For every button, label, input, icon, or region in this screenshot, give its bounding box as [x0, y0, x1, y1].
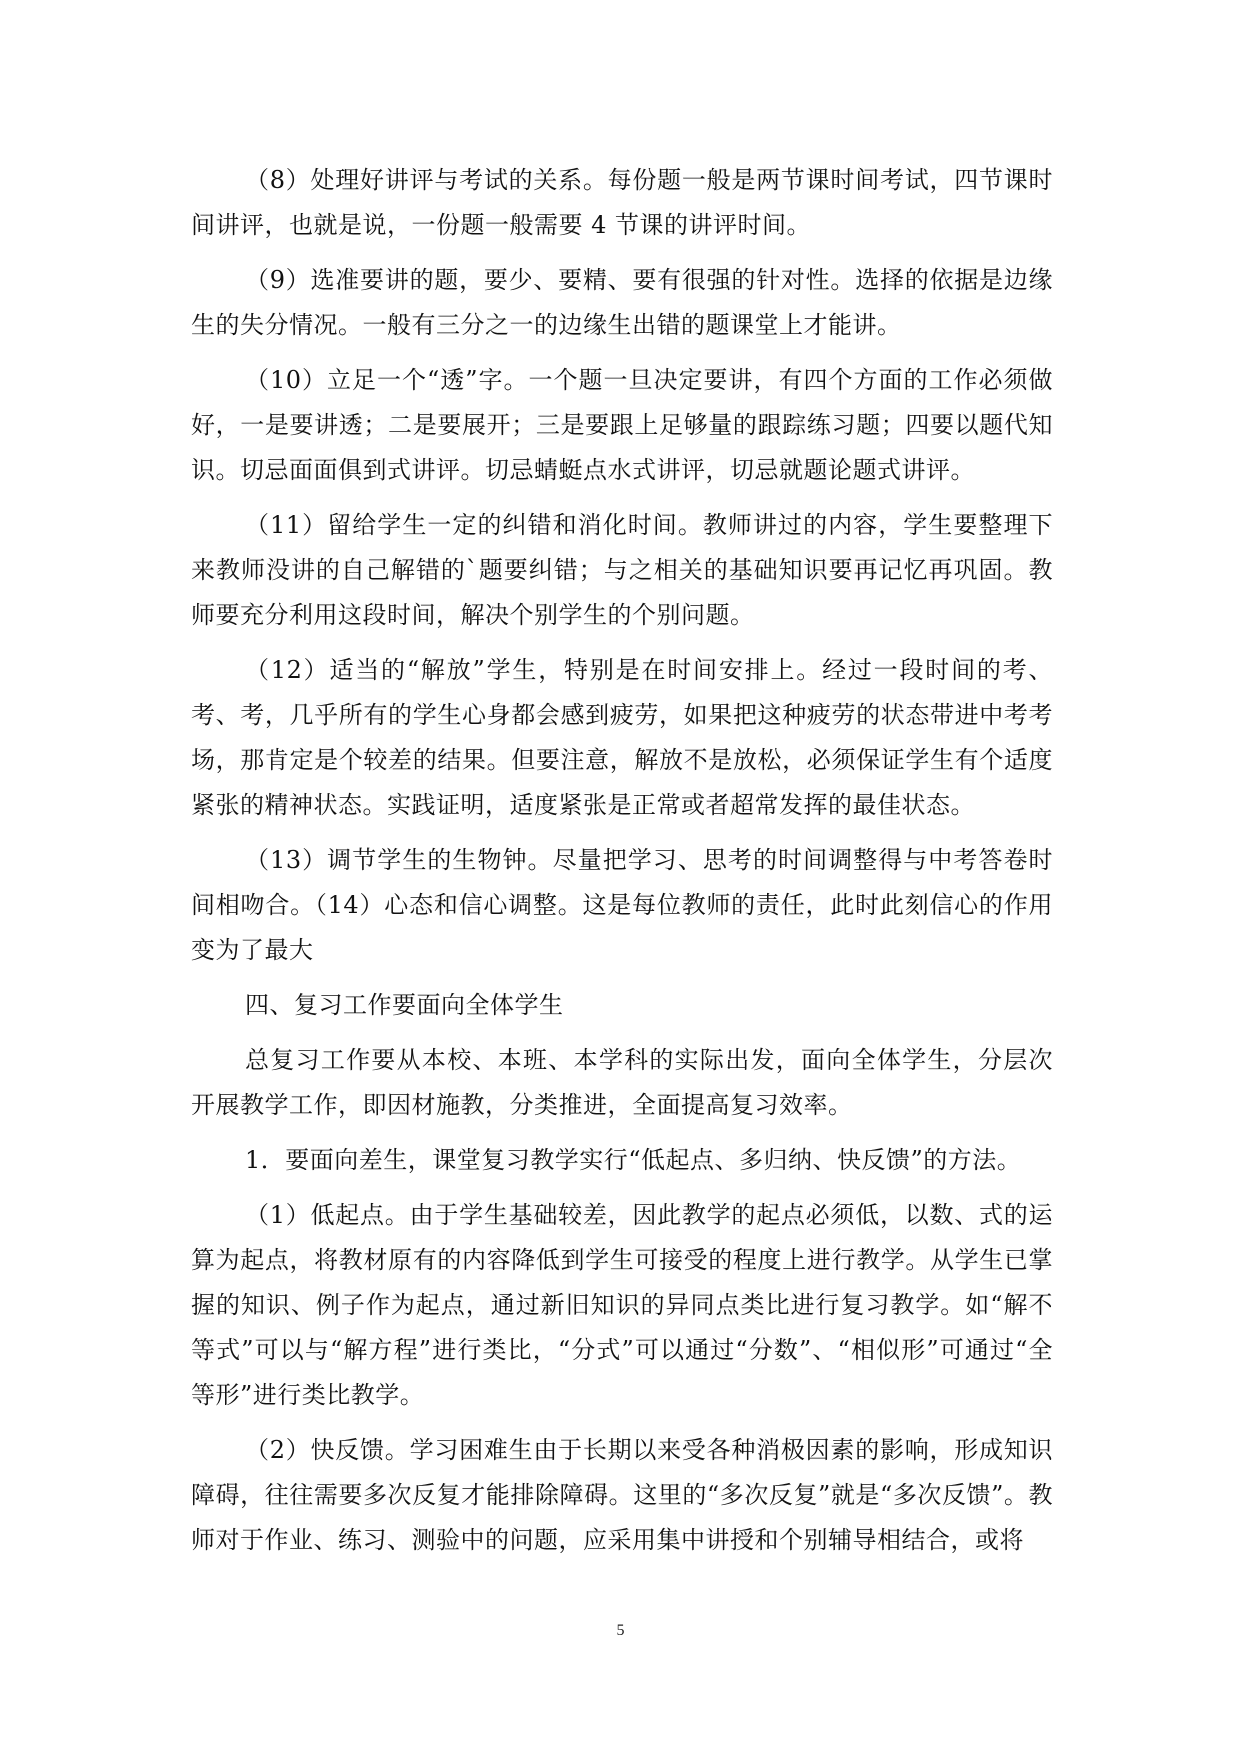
- paragraph-11: （11）留给学生一定的纠错和消化时间。教师讲过的内容，学生要整理下来教师没讲的自己解错的`题要纠错；与之相关的基础知识要再记忆再巩固。教师要充分利用这段时间，解决个别学生的个别问题。: [191, 511, 1053, 629]
- paragraph-8: （8）处理好讲评与考试的关系。每份题一般是两节课时间考试，四节课时间讲评，也就是说，一份题一般需要 4 节课的讲评时间。: [191, 166, 1053, 239]
- paragraph-low-start: （1）低起点。由于学生基础较差，因此教学的起点必须低，以数、式的运算为起点，将教材原有的内容降低到学生可接受的程度上进行教学。从学生已掌握的知识、例子作为起点，通过新旧知识的异同点类比进行复习教学。如“解不等式”可以与“解方程”进行类比，“分式”可以通过“分数”、“相似形”可通过“全等形”进行类比教学。: [191, 1201, 1053, 1409]
- paragraph-9: （9）选准要讲的题，要少、要精、要有很强的针对性。选择的依据是边缘生的失分情况。一般有三分之一的边缘生出错的题课堂上才能讲。: [191, 266, 1053, 339]
- paragraph-13: （13）调节学生的生物钟。尽量把学习、思考的时间调整得与中考答卷时间相吻合。（14）心态和信心调整。这是每位教师的责任，此时此刻信心的作用变为了最大: [191, 846, 1053, 964]
- paragraph-fast-feedback: （2）快反馈。学习困难生由于长期以来受各种消极因素的影响，形成知识障碍，往往需要多次反复才能排除障碍。这里的“多次反复”就是“多次反馈”。教师对于作业、练习、测验中的问题，应采用集中讲授和个别辅导相结合，或将: [191, 1436, 1053, 1554]
- paragraph-10: （10）立足一个“透”字。一个题一旦决定要讲，有四个方面的工作必须做好，一是要讲透；二是要展开；三是要跟上足够量的跟踪练习题；四要以题代知识。切忌面面俱到式讲评。切忌蜻蜓点水式讲评，切忌就题论题式讲评。: [191, 366, 1053, 484]
- body-text: [191, 158, 1053, 1573]
- section-heading-4: 四、复习工作要面向全体学生: [245, 991, 564, 1019]
- page-number: 5: [616, 1622, 625, 1639]
- paragraph-overview: 总复习工作要从本校、本班、本学科的实际出发，面向全体学生，分层次开展教学工作，即因材施教，分类推进，全面提高复习效率。: [191, 1046, 1053, 1119]
- paragraph-12: （12）适当的“解放”学生，特别是在时间安排上。经过一段时间的考、考、考，几乎所有的学生心身都会感到疲劳，如果把这种疲劳的状态带进中考考场，那肯定是个较差的结果。但要注意，解放不是放松，必须保证学生有个适度紧张的精神状态。实践证明，适度紧张是正常或者超常发挥的最佳状态。: [191, 656, 1053, 819]
- paragraph-item-1: 1．要面向差生，课堂复习教学实行“低起点、多归纳、快反馈”的方法。: [245, 1146, 1022, 1174]
